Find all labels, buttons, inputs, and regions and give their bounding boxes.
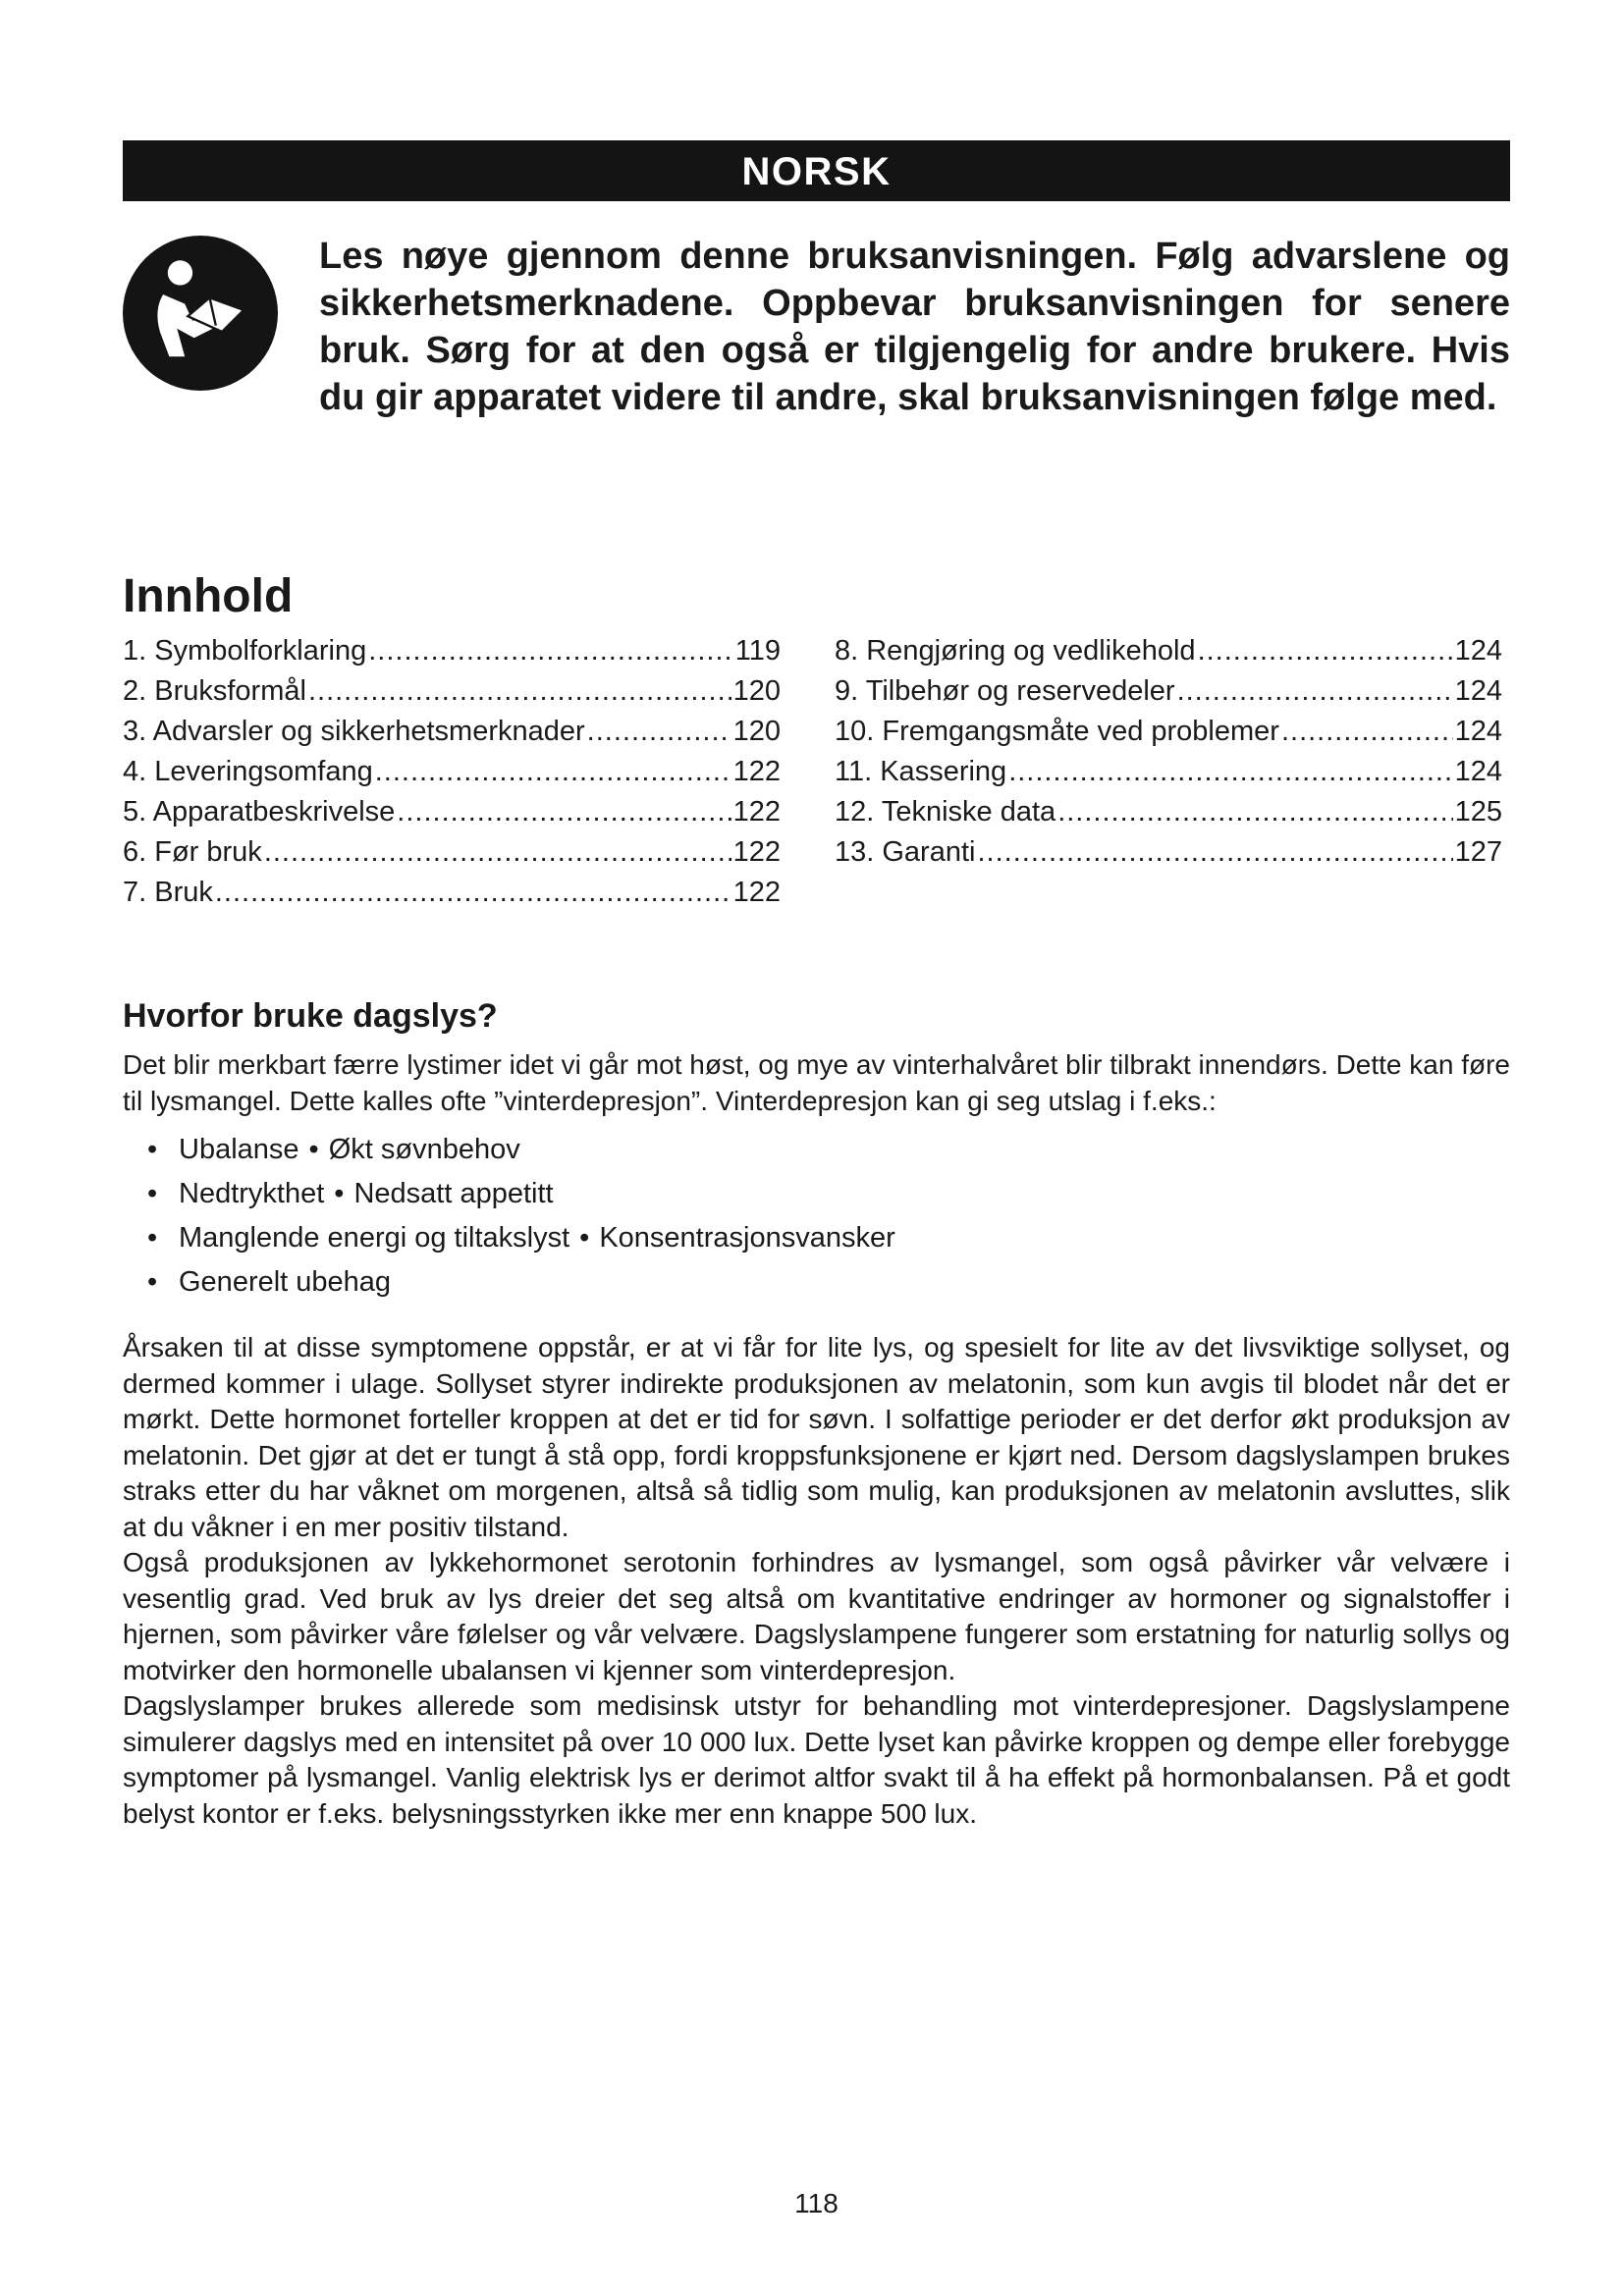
toc-entry-title: 3. Advarsler og sikkerhetsmerknader xyxy=(123,716,585,747)
toc-entry-title: 1. Symbolforklaring xyxy=(123,635,367,667)
section-intro: Det blir merkbart færre lystimer idet vi går mot høst, og mye av vinterhalvåret blir tilbrakt innendørs. Dette kan føre til lysmangel. Dette kalles ofte ”vinterdepresjon”. Vinterdepresjon kan gi seg utslag i f.eks.: xyxy=(123,1049,1510,1116)
contents-title: Innhold xyxy=(123,570,294,622)
toc-leader-dots xyxy=(1057,792,1452,832)
body-text xyxy=(123,1330,1510,1832)
toc-entry[interactable] xyxy=(835,671,1502,712)
toc-entry-page: 122 xyxy=(732,796,781,828)
toc-entry-title: 11. Kassering xyxy=(835,756,1007,787)
toc-entry[interactable] xyxy=(835,712,1502,752)
paragraph: Dagslyslamper brukes allerede som medisinsk utstyr for behandling mot vinterdepresjoner. Dagslyslampene simulerer dagslys med en intensitet på over 10 000 lux. Dette lyset kan påvirke kroppen og dempe eller forebygge symptomer på lysmangel. Vanlig elektrisk lys er derimot altfor svakt til å ha effekt på hormonbalansen. På et godt belyst kontor er f.eks. belysningsstyrken ikke mer enn knappe 500 lux. xyxy=(123,1690,1510,1829)
toc-entry[interactable] xyxy=(123,752,781,792)
language-header: NORSK xyxy=(123,140,1510,201)
toc-entry-page: 125 xyxy=(1454,796,1502,828)
toc-leader-dots xyxy=(375,752,731,792)
paragraph: Årsaken til at disse symptomene oppstår, er at vi får for lite lys, og spesielt for lite av det livsviktige sollyset, og dermed kommer i ulage. Sollyset styrer indirekte produksjonen av melatonin, som kun avgis til blodet når det er mørkt. Dette hormonet forteller kroppen at det er tid for søvn. I solfattige perioder er det derfor økt produksjon av melatonin. Det gjør at det er tungt å stå opp, fordi kroppsfunksjonene er kjørt ned. Dersom dagslyslampen brukes straks etter du har våknet om morgenen, altså så tidlig som mulig, kan produksjonen av melatonin avsluttes, slik at du våkner i en mer positiv tilstand. xyxy=(123,1332,1510,1542)
symptom-text: Økt søvnbehov xyxy=(328,1134,520,1165)
toc-leader-dots xyxy=(587,712,731,752)
toc-entry-title: 5. Apparatbeskrivelse xyxy=(123,796,396,828)
toc-leader-dots xyxy=(1177,671,1453,712)
section-title: Hvorfor bruke dagslys? xyxy=(123,997,498,1035)
toc-leader-dots xyxy=(1198,631,1453,671)
toc-entry[interactable] xyxy=(835,792,1502,832)
bullet-icon: • xyxy=(147,1178,158,1209)
toc-column-left xyxy=(123,631,781,913)
toc-entry-page: 124 xyxy=(1454,756,1502,787)
list-item xyxy=(147,1172,895,1216)
toc-entry[interactable] xyxy=(123,631,781,671)
toc-leader-dots xyxy=(368,631,733,671)
symptom-text: Ubalanse xyxy=(179,1134,299,1165)
bullet-icon: • xyxy=(334,1178,345,1209)
symptom-list xyxy=(147,1128,895,1305)
symptom-text: Konsentrasjonsvansker xyxy=(599,1222,895,1254)
toc-entry-title: 8. Rengjøring og vedlikehold xyxy=(835,635,1196,667)
toc-entry-page: 120 xyxy=(732,716,781,747)
toc-column-right xyxy=(835,631,1502,873)
toc-entry[interactable] xyxy=(123,712,781,752)
symptom-text: Nedtrykthet xyxy=(179,1178,325,1209)
symptom-text: Manglende energi og tiltakslyst xyxy=(179,1222,570,1254)
toc-entry-page: 122 xyxy=(732,836,781,868)
toc-entry-page: 127 xyxy=(1454,836,1502,868)
toc-entry[interactable] xyxy=(123,792,781,832)
toc-entry-title: 12. Tekniske data xyxy=(835,796,1056,828)
toc-entry-page: 124 xyxy=(1454,635,1502,667)
toc-leader-dots xyxy=(1008,752,1452,792)
bullet-icon: • xyxy=(147,1134,158,1165)
toc-entry-page: 122 xyxy=(732,756,781,787)
toc-entry[interactable] xyxy=(835,832,1502,873)
symptom-text: Nedsatt appetitt xyxy=(353,1178,554,1209)
toc-leader-dots xyxy=(977,832,1452,873)
toc-leader-dots xyxy=(1281,712,1453,752)
bullet-icon: • xyxy=(147,1266,158,1298)
bullet-icon: • xyxy=(579,1222,590,1254)
toc-entry-page: 124 xyxy=(1454,716,1502,747)
toc-leader-dots xyxy=(215,873,731,913)
toc-entry-page: 120 xyxy=(732,675,781,707)
paragraph: Også produksjonen av lykkehormonet serotonin forhindres av lysmangel, som også påvirker vår velvære i vesentlig grad. Ved bruk av lys dreier det seg altså om kvantitative endringer av hormoner og signalstoffer i hjernen, som påvirker våre følelser og vår velvære. Dagslyslampene fungerer som erstatning for naturlig sollys og motvirker den hormonelle ubalansen vi kjenner som vinterdepresjon. xyxy=(123,1547,1510,1685)
toc-entry-title: 7. Bruk xyxy=(123,877,213,908)
toc-entry-page: 119 xyxy=(734,635,781,667)
toc-entry-title: 2. Bruksformål xyxy=(123,675,306,707)
toc-entry-page: 124 xyxy=(1454,675,1502,707)
toc-entry-title: 13. Garanti xyxy=(835,836,976,868)
toc-entry-title: 4. Leveringsomfang xyxy=(123,756,373,787)
toc-leader-dots xyxy=(397,792,731,832)
page-number: 118 xyxy=(794,2188,839,2218)
list-item xyxy=(147,1216,895,1260)
list-item xyxy=(147,1260,895,1305)
manual-page xyxy=(123,140,1510,2218)
toc-entry-title: 9. Tilbehør og reservedeler xyxy=(835,675,1175,707)
toc-entry-title: 6. Før bruk xyxy=(123,836,262,868)
list-item xyxy=(147,1128,895,1172)
toc-leader-dots xyxy=(264,832,731,873)
toc-entry[interactable] xyxy=(835,752,1502,792)
bullet-icon: • xyxy=(308,1134,319,1165)
toc-entry-page: 122 xyxy=(732,877,781,908)
toc-entry[interactable] xyxy=(123,671,781,712)
toc-entry-title: 10. Fremgangsmåte ved problemer xyxy=(835,716,1279,747)
toc-leader-dots xyxy=(308,671,731,712)
notice-text: Les nøye gjennom denne bruksanvisningen. Følg advarslene og sikkerhetsmerknadene. Oppbevar bruksanvisningen for senere bruk. Sørg for at den også er tilgjengelig for andre brukere. Hvis du gir apparatet videre til andre, skal bruksanvisningen følge med. xyxy=(319,236,1510,418)
safety-notice xyxy=(123,233,1510,478)
bullet-icon: • xyxy=(147,1222,158,1254)
toc-entry[interactable] xyxy=(123,832,781,873)
toc-entry[interactable] xyxy=(835,631,1502,671)
symptom-text: Generelt ubehag xyxy=(179,1266,392,1298)
read-manual-icon xyxy=(123,236,278,391)
toc-entry[interactable] xyxy=(123,873,781,913)
